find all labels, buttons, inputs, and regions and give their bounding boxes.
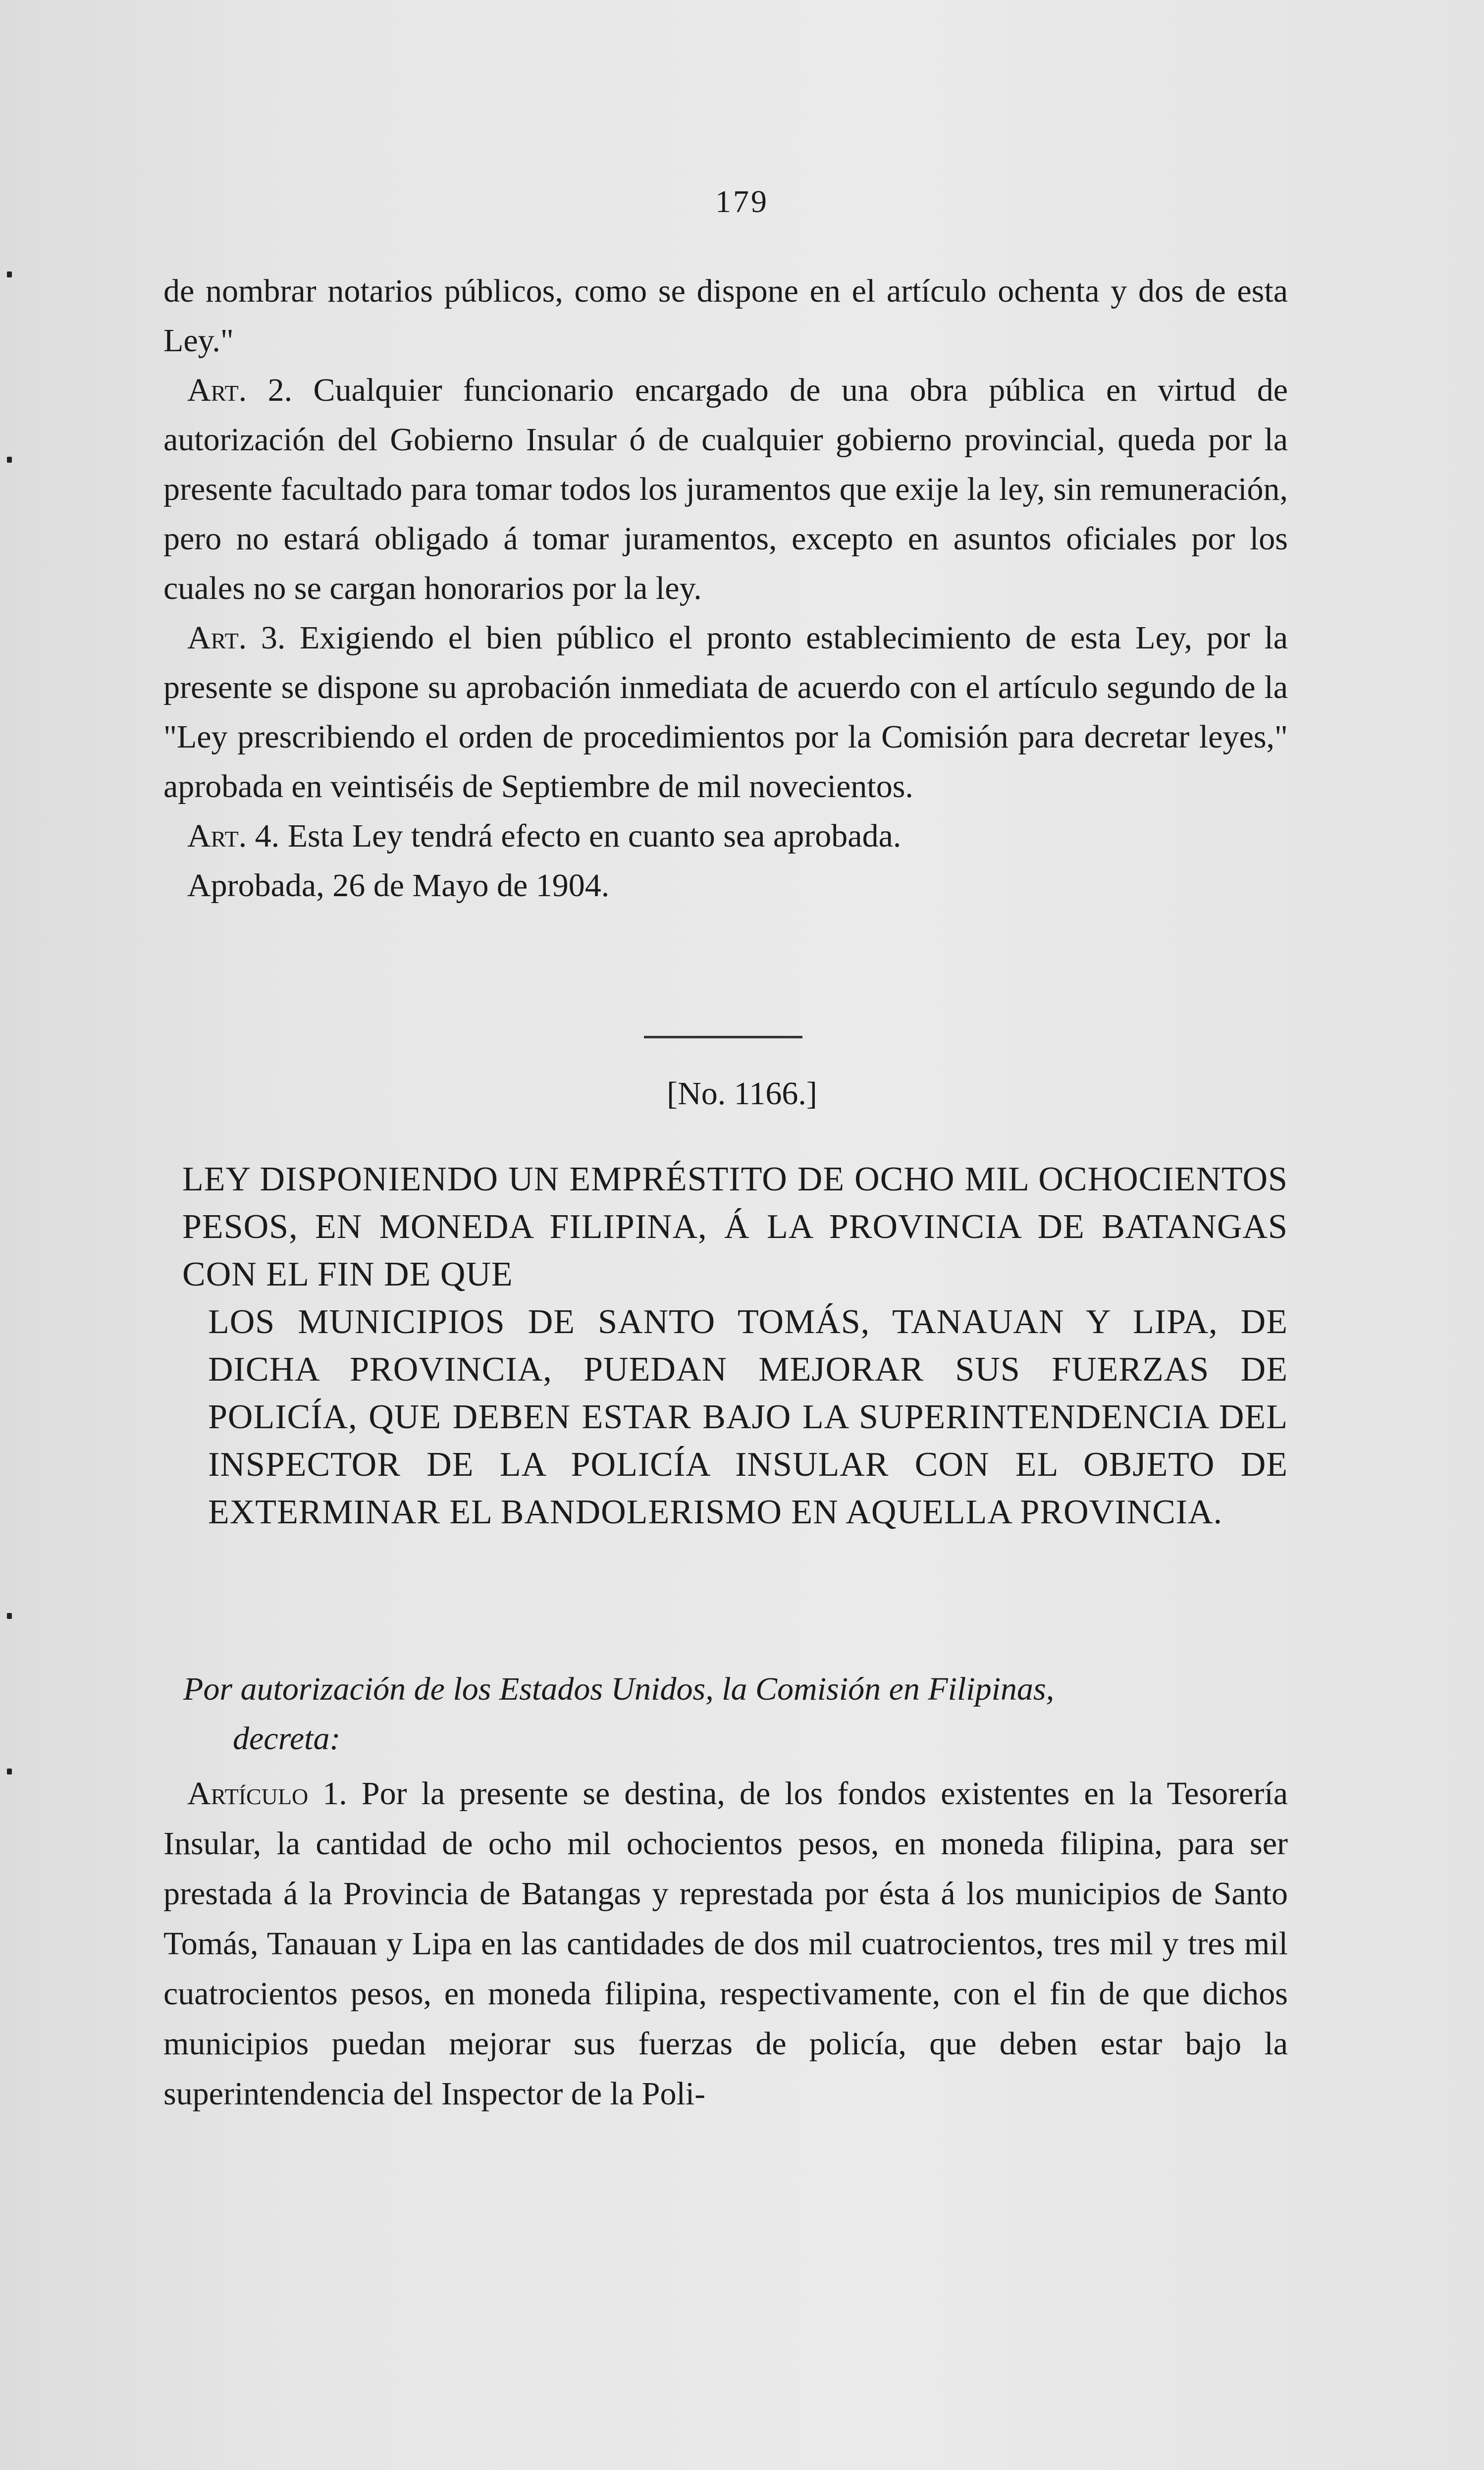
article-3 [163, 613, 1288, 811]
enacting-clause-continuation: decreta: [233, 1720, 341, 1757]
section-divider [644, 1036, 802, 1038]
article-3-label: Art. 3. [187, 620, 286, 656]
article-4-label: Art. 4. [187, 818, 280, 854]
article-2 [163, 366, 1288, 613]
carryover-paragraph: de nombrar notarios públicos, como se dispone en el artículo ochenta y dos de esta Ley." [163, 273, 1288, 359]
article-4-text: Esta Ley tendrá efecto en cuanto sea aprobada. [287, 818, 901, 854]
law-number: [No. 1166.] [667, 1075, 817, 1112]
article-2-text: Cualquier funcionario encargado de una obra pública en virtud de autorización del Gobierno Insular ó de cualquier gobierno provincial, queda por la presente facultado para tomar todos los juramentos que exije la ley, sin remuneración, pero no estará obligado á tomar juramentos, excepto en asuntos oficiales por los cuales no se cargan honorarios por la ley. [163, 372, 1288, 606]
page-number: 179 [715, 184, 769, 219]
article-1-text: Por la presente se destina, de los fondos existentes en la Tesorería Insular, la cantidad de ocho mil ochocientos pesos, en moneda filipina, para ser prestada á la Provincia de Batangas y represtada por ésta á los municipios de Santo Tomás, Tanauan y Lipa en las cantidades de dos mil cuatrocientos, tres mil y tres mil cuatrocientos pesos, en moneda filipina, respectivamente, con el fin de que dichos municipios puedan mejorar sus fuerzas de policía, que deben estar bajo la superintendencia del Inspector de la Poli- [163, 1775, 1288, 2112]
gutter-mark [7, 1769, 12, 1774]
article-2-label: Art. 2. [187, 372, 293, 408]
approval-date: Aprobada, 26 de Mayo de 1904. [187, 867, 610, 904]
law-title-first-lines: LEY DISPONIENDO UN EMPRÉSTITO DE OCHO MIL OCHOCIENTOS PESOS, EN MONEDA FILIPINA, Á LA PROVINCIA DE BATANGAS CON EL FIN DE QUE [182, 1160, 1288, 1293]
gutter-mark [7, 271, 12, 277]
law-title-continuation: LOS MUNICIPIOS DE SANTO TOMÁS, TANAUAN Y LIPA, DE DICHA PROVINCIA, PUEDAN MEJORAR SUS FUERZAS DE POLICÍA, QUE DEBEN ESTAR BAJO LA SUPERINTENDENCIA DEL INSPECTOR DE LA POLICÍA INSULAR CON EL OBJETO DE EXTERMINAR EL BANDOLERISMO EN AQUELLA PROVINCIA. [208, 1303, 1288, 1531]
article-4 [163, 811, 1288, 861]
enacting-clause [183, 1665, 1283, 1764]
article-1-label: Artículo 1. [187, 1775, 347, 1812]
article-3-text: Exigiendo el bien público el pronto establecimiento de esta Ley, por la presente se dispone su aprobación inmediata de acuerdo con el artículo segundo de la "Ley prescribiendo el orden de procedimientos por la Comisión para decretar leyes," aprobada en veintiséis de Septiembre de mil novecientos. [163, 620, 1288, 805]
new-law-article-1 [163, 1769, 1288, 2119]
gutter-mark [7, 1613, 12, 1619]
previous-law-articles [163, 267, 1288, 911]
article-1 [163, 1769, 1288, 2119]
law-title [182, 1156, 1288, 1536]
gutter-mark [7, 457, 12, 463]
enacting-clause-first-line: Por autorización de los Estados Unidos, la Comisión en Filipinas, [183, 1671, 1055, 1707]
